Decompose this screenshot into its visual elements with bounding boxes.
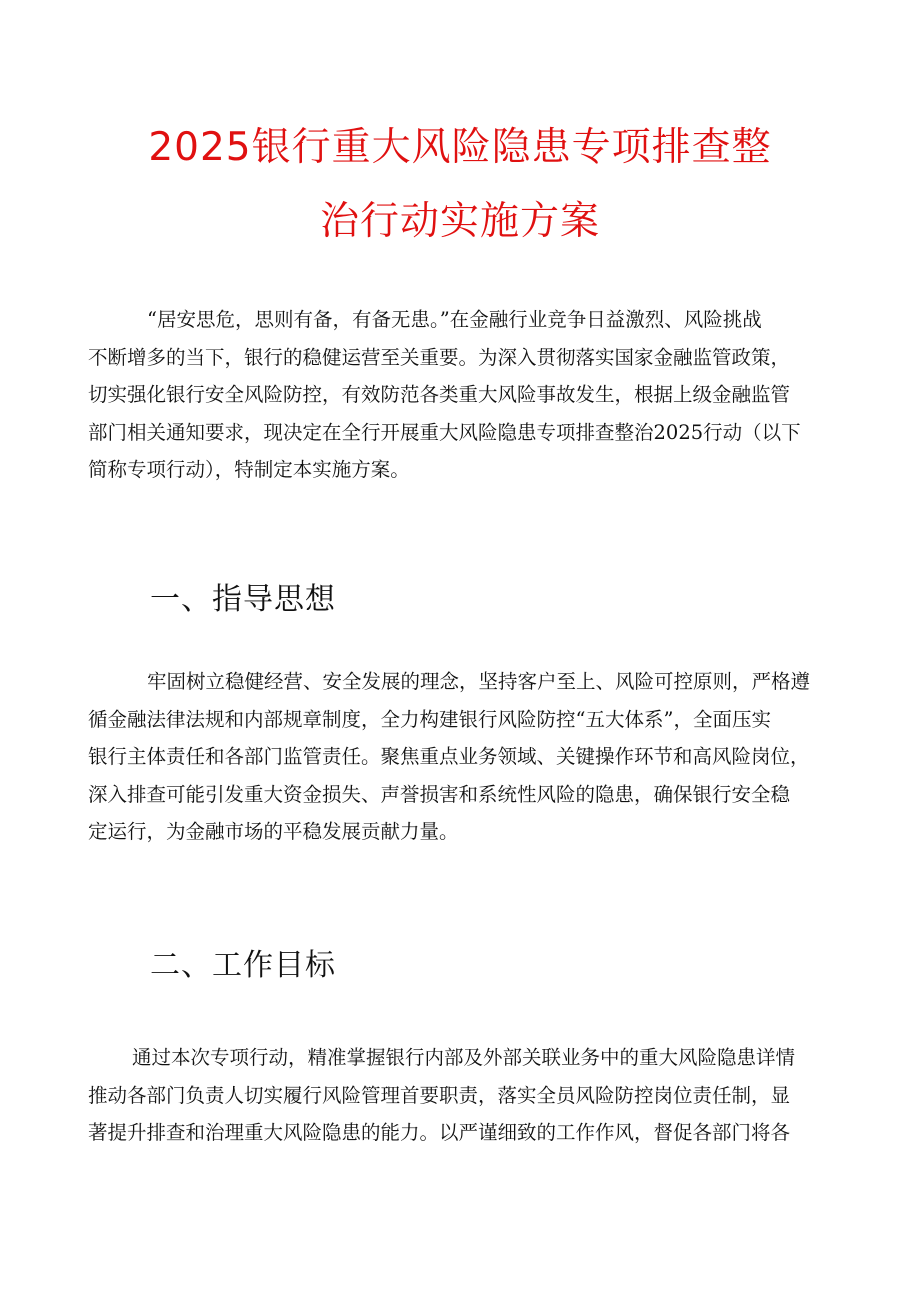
paragraph-line: 循金融法律法规和内部规章制度，全力构建银行风险防控“五大体系”，全面压实 (88, 707, 771, 731)
section-heading-guiding-ideology: 一、指导思想 (150, 582, 336, 617)
paragraph-line: 不断增多的当下，银行的稳健运营至关重要。为深入贯彻落实国家金融监管政策， (88, 345, 791, 369)
guiding-ideology-paragraph (88, 663, 816, 851)
intro-paragraph (88, 301, 816, 489)
document-title-line-1: 2025银行重大风险隐患专项排查整 (148, 125, 772, 170)
paragraph-line: 著提升排查和治理重大风险隐患的能力。以严谨细致的工作作风，督促各部门将各 (88, 1121, 791, 1144)
paragraph-line: 深入排查可能引发重大资金损失、声誉损害和系统性风险的隐患，确保银行安全稳 (88, 782, 791, 806)
paragraph-line: 简称专项行动），特制定本实施方案。 (88, 458, 410, 481)
paragraph-line: 部门相关通知要求，现决定在全行开展重大风险隐患专项排查整治2025行动（以下 (88, 420, 801, 444)
paragraph-line: 通过本次专项行动，精准掌握银行内部及外部关联业务中的重大风险隐患详情 (132, 1046, 796, 1069)
paragraph-line: 银行主体责任和各部门监管责任。聚焦重点业务领域、关键操作环节和高风险岗位， (88, 745, 810, 768)
paragraph-line: 牢固树立稳健经营、安全发展的理念，坚持客户至上、风险可控原则，严格遵 (147, 670, 811, 693)
paragraph-line: 切实强化银行安全风险防控，有效防范各类重大风险事故发生，根据上级金融监管 (88, 383, 791, 406)
paragraph-line: “居安思危，思则有备，有备无患。”在金融行业竞争日益激烈、风险挑战 (147, 308, 762, 331)
paragraph-line: 定运行，为金融市场的平稳发展贡献力量。 (88, 820, 459, 843)
paragraph-line: 推动各部门负责人切实履行风险管理首要职责，落实全员风险防控岗位责任制，显 (88, 1083, 791, 1107)
document-title-line-2: 治行动实施方案 (319, 199, 600, 244)
section-heading-work-goals: 二、工作目标 (150, 948, 336, 983)
work-goals-paragraph (88, 1039, 816, 1152)
